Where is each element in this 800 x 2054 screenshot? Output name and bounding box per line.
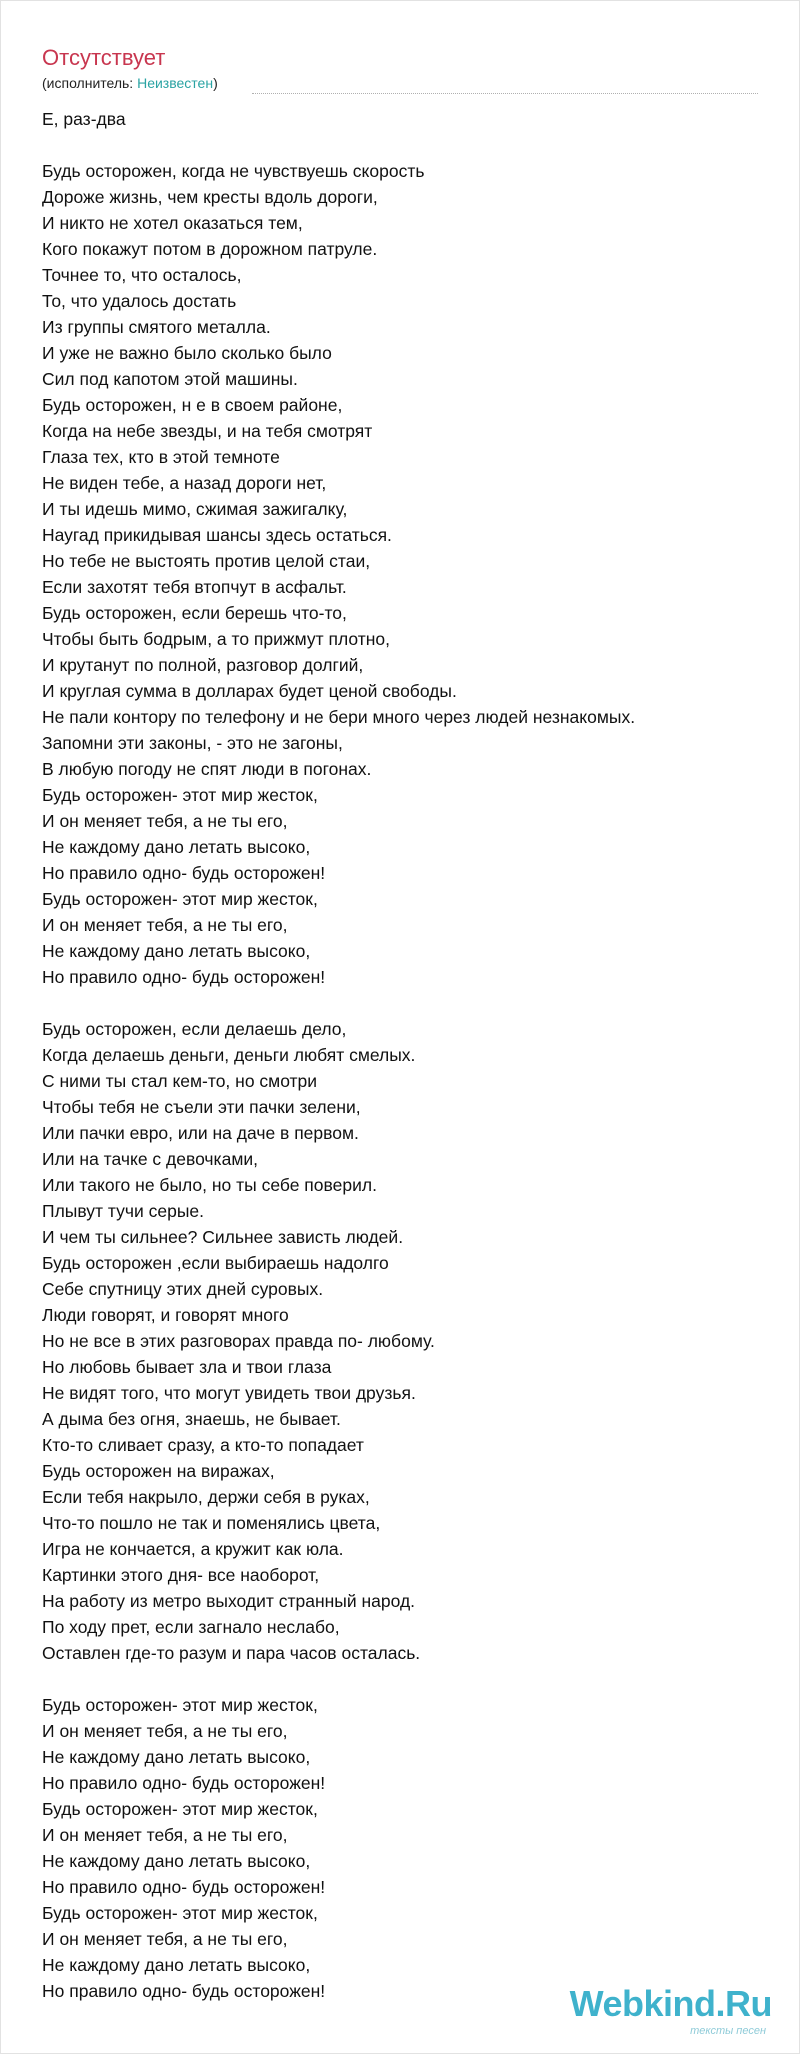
lyric-line: Плывут тучи серые. — [42, 1201, 205, 1221]
lyric-line: Не каждому дано летать высоко, — [42, 1851, 311, 1871]
lyric-line: Не каждому дано летать высоко, — [42, 1955, 311, 1975]
lyric-line: Если тебя накрыло, держи себя в руках, — [42, 1487, 370, 1507]
lyric-line — [42, 132, 782, 158]
lyric-line: Чтобы тебя не съели эти пачки зелени, — [42, 1097, 361, 1117]
lyrics-text — [42, 106, 782, 2004]
lyric-line: И уже не важно было сколько было — [42, 343, 332, 363]
lyric-line: Но правило одно- будь осторожен! — [42, 967, 326, 987]
lyric-line: Не каждому дано летать высоко, — [42, 1747, 311, 1767]
lyric-line: Будь осторожен- этот мир жесток, — [42, 1695, 318, 1715]
lyric-line: В любую погоду не спят люди в погонах. — [42, 759, 372, 779]
lyric-line: Игра не кончается, а кружит как юла. — [42, 1539, 344, 1559]
lyric-line: Сил под капотом этой машины. — [42, 369, 298, 389]
lyric-line: И он меняет тебя, а не ты его, — [42, 811, 288, 831]
lyric-line: Или на тачке с девочками, — [42, 1149, 258, 1169]
lyric-line: Но тебе не выстоять против целой стаи, — [42, 551, 371, 571]
lyric-line: Будь осторожен, если берешь что-то, — [42, 603, 347, 623]
lyric-line: Будь осторожен- этот мир жесток, — [42, 1903, 318, 1923]
song-title: Отсутствует — [42, 45, 166, 70]
lyric-line: И ты идешь мимо, сжимая зажигалку, — [42, 499, 348, 519]
lyric-line: И он меняет тебя, а не ты его, — [42, 915, 288, 935]
lyric-line: Но любовь бывает зла и твои глаза — [42, 1357, 332, 1377]
lyric-line: По ходу прет, если загнало неслабо, — [42, 1617, 340, 1637]
lyric-line: Не каждому дано летать высоко, — [42, 941, 311, 961]
logo-tagline: тексты песен — [690, 2025, 766, 2037]
lyric-line: Или пачки евро, или на даче в первом. — [42, 1123, 359, 1143]
lyric-line: Или такого не было, но ты себе поверил. — [42, 1175, 377, 1195]
lyric-line: И он меняет тебя, а не ты его, — [42, 1825, 288, 1845]
lyric-line: Дороже жизнь, чем кресты вдоль дороги, — [42, 187, 378, 207]
lyric-line: И он меняет тебя, а не ты его, — [42, 1721, 288, 1741]
lyric-line: То, что удалось достать — [42, 291, 237, 311]
title-divider — [252, 93, 758, 94]
lyric-line: Будь осторожен, когда не чувствуешь скорость — [42, 161, 425, 181]
lyric-line: И он меняет тебя, а не ты его, — [42, 1929, 288, 1949]
lyric-line: Но правило одно- будь осторожен! — [42, 863, 326, 883]
lyric-line: Запомни эти законы, - это не загоны, — [42, 733, 343, 753]
lyric-line: Не пали контору по телефону и не бери много через людей незнакомых. — [42, 707, 636, 727]
lyric-line: Точнее то, что осталось, — [42, 265, 242, 285]
lyric-line: Но не все в этих разговорах правда по- любому. — [42, 1331, 435, 1351]
lyric-line: И никто не хотел оказаться тем, — [42, 213, 303, 233]
artist-byline — [42, 74, 218, 92]
byline-suffix: ) — [213, 75, 218, 91]
lyric-line: На работу из метро выходит странный народ. — [42, 1591, 416, 1611]
lyric-line: Картинки этого дня- все наоборот, — [42, 1565, 320, 1585]
lyric-line: Люди говорят, и говорят много — [42, 1305, 289, 1325]
byline-prefix: (исполнитель: — [42, 75, 138, 91]
lyric-line: Кого покажут потом в дорожном патруле. — [42, 239, 378, 259]
lyric-line: Будь осторожен на виражах, — [42, 1461, 275, 1481]
artist-link[interactable]: Неизвестен — [137, 75, 214, 91]
lyric-line: Будь осторожен- этот мир жесток, — [42, 785, 318, 805]
lyric-line — [42, 990, 782, 1016]
lyric-line: Если захотят тебя втопчут в асфальт. — [42, 577, 347, 597]
lyric-line: И крутанут по полной, разговор долгий, — [42, 655, 364, 675]
lyric-line: Е, раз-два — [42, 109, 126, 129]
lyric-line: Кто-то сливает сразу, а кто-то попадает — [42, 1435, 364, 1455]
webkind-logo[interactable] — [569, 1983, 772, 2024]
lyric-line: Будь осторожен, если делаешь дело, — [42, 1019, 347, 1039]
lyric-line: И чем ты сильнее? Сильнее зависть людей. — [42, 1227, 404, 1247]
lyric-line: Что-то пошло не так и поменялись цвета, — [42, 1513, 381, 1533]
lyric-line: Не виден тебе, а назад дороги нет, — [42, 473, 327, 493]
lyric-line: Когда делаешь деньги, деньги любят смелых. — [42, 1045, 416, 1065]
lyric-line: Но правило одно- будь осторожен! — [42, 1877, 326, 1897]
lyric-line — [42, 1666, 782, 1692]
lyric-line: Но правило одно- будь осторожен! — [42, 1773, 326, 1793]
lyric-line: Когда на небе звезды, и на тебя смотрят — [42, 421, 373, 441]
logo-main: Webkind — [569, 1983, 716, 2024]
lyric-line: Будь осторожен, н е в своем районе, — [42, 395, 343, 415]
lyric-line: Будь осторожен- этот мир жесток, — [42, 1799, 318, 1819]
lyric-line: Но правило одно- будь осторожен! — [42, 1981, 326, 2001]
lyric-line: Из группы смятого металла. — [42, 317, 271, 337]
logo-tld: .Ru — [715, 1983, 772, 2024]
lyric-line: Будь осторожен- этот мир жесток, — [42, 889, 318, 909]
lyric-line: А дыма без огня, знаешь, не бывает. — [42, 1409, 341, 1429]
lyric-line: Не видят того, что могут увидеть твои друзья. — [42, 1383, 416, 1403]
lyric-line: Наугад прикидывая шансы здесь остаться. — [42, 525, 392, 545]
lyric-line: Будь осторожен ,если выбираешь надолго — [42, 1253, 389, 1273]
lyric-line: И круглая сумма в долларах будет ценой свободы. — [42, 681, 457, 701]
lyric-line: Оставлен где-то разум и пара часов осталась. — [42, 1643, 421, 1663]
lyric-line: Не каждому дано летать высоко, — [42, 837, 311, 857]
lyric-line: Глаза тех, кто в этой темноте — [42, 447, 280, 467]
lyric-line: С ними ты стал кем-то, но смотри — [42, 1071, 318, 1091]
lyric-line: Чтобы быть бодрым, а то прижмут плотно, — [42, 629, 390, 649]
lyric-line: Себе спутницу этих дней суровых. — [42, 1279, 324, 1299]
